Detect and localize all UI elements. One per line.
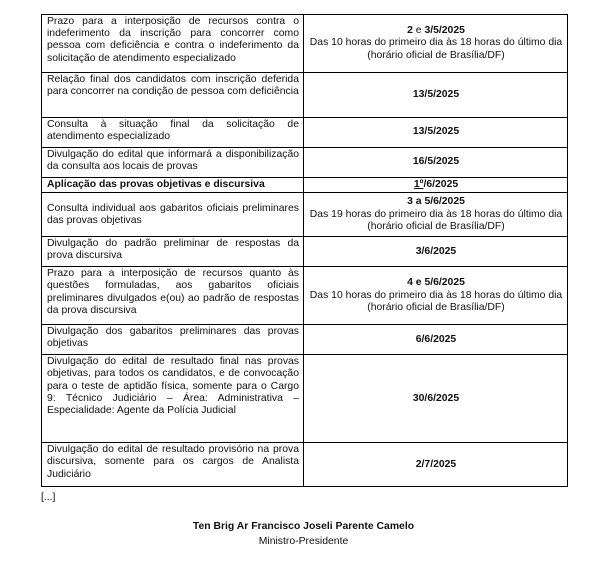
date-cell [304, 148, 568, 178]
date-part: /6/2025 [423, 179, 459, 190]
schedule-table [41, 14, 568, 487]
date-value: 6/6/2025 [415, 333, 457, 345]
date-cell [304, 15, 568, 73]
date-value: 2/7/2025 [415, 458, 457, 470]
event-cell: Aplicação das provas objetivas e discursiva [42, 178, 304, 193]
date-value: 13/5/2025 [412, 126, 460, 138]
date-value: 30/6/2025 [412, 392, 460, 404]
table-row [42, 73, 568, 118]
date-note: Das 10 horas do primeiro dia às 18 horas do último dia (horário oficial de Brasília/DF) [309, 289, 563, 313]
date-cell [304, 355, 568, 443]
date-cell [304, 237, 568, 267]
date-value [309, 25, 563, 37]
date-note: Das 10 horas do primeiro dia às 18 horas do último dia (horário oficial de Brasília/DF) [309, 37, 563, 61]
table-row [42, 178, 568, 193]
date-connector: e [412, 25, 425, 37]
event-cell: Divulgação do padrão preliminar de respostas da prova discursiva [42, 237, 304, 267]
table-row [42, 193, 568, 237]
date-value: 4 e 5/6/2025 [407, 277, 465, 289]
date-cell [304, 178, 568, 193]
date-cell [304, 443, 568, 487]
event-cell: Divulgação do edital que informará a disponibilização da consulta aos locais de provas [42, 148, 304, 178]
event-cell: Relação final dos candidatos com inscrição deferida para concorrer na condição de pessoa com deficiência [42, 73, 304, 118]
date-day-underlined: 1º [413, 179, 424, 190]
date-cell [304, 73, 568, 118]
date-value: 13/5/2025 [412, 88, 460, 100]
date-note: Das 19 horas do primeiro dia às 18 horas do último dia (horário oficial de Brasília/DF) [309, 208, 563, 232]
signature-block [0, 519, 607, 549]
date-cell [304, 325, 568, 355]
date-value [309, 179, 563, 191]
event-cell: Consulta individual aos gabaritos oficiais preliminares das provas objetivas [42, 193, 304, 237]
table-row [42, 118, 568, 148]
event-cell: Consulta à situação final da solicitação de atendimento especializado [42, 118, 304, 148]
table-row [42, 267, 568, 325]
table-row [42, 148, 568, 178]
date-part: 3/5/2025 [424, 25, 465, 37]
date-cell [304, 267, 568, 325]
table-row [42, 355, 568, 443]
date-cell [304, 118, 568, 148]
event-cell: Prazo para a interposição de recursos quanto às questões formuladas, aos gabaritos oficiais preliminares divulgados e(ou) ao padrão de respostas da prova discursiva [42, 267, 304, 325]
event-cell: Divulgação do edital de resultado final nas provas objetivas, para todos os candidatos, e de convocação para o teste de aptidão física, somente para o Cargo 9: Técnico Judiciário – Área: Administrativa – Especialidade: Agente da Polícia Judicial [42, 355, 304, 443]
date-value: 16/5/2025 [412, 156, 460, 168]
date-value: 3 a 5/6/2025 [407, 196, 465, 208]
event-cell: Divulgação dos gabaritos preliminares das provas objetivas [42, 325, 304, 355]
signatory-name: Ten Brig Ar Francisco Joseli Parente Camelo [192, 521, 415, 532]
omission-marker: [...] [41, 492, 56, 503]
table-row [42, 443, 568, 487]
table-row [42, 15, 568, 73]
table-row [42, 325, 568, 355]
event-cell: Prazo para a interposição de recursos contra o indeferimento da inscrição para concorrer como pessoa com deficiência e contra o indeferimento da solicitação de atendimento especializado [42, 15, 304, 73]
table-row [42, 237, 568, 267]
date-cell [304, 193, 568, 237]
date-part: 2 [407, 25, 413, 37]
event-cell: Divulgação do edital de resultado provisório na prova discursiva, somente para os cargos de Analista Judiciário [42, 443, 304, 487]
signatory-role: Ministro-Presidente [258, 536, 349, 547]
date-value: 3/6/2025 [415, 245, 457, 257]
